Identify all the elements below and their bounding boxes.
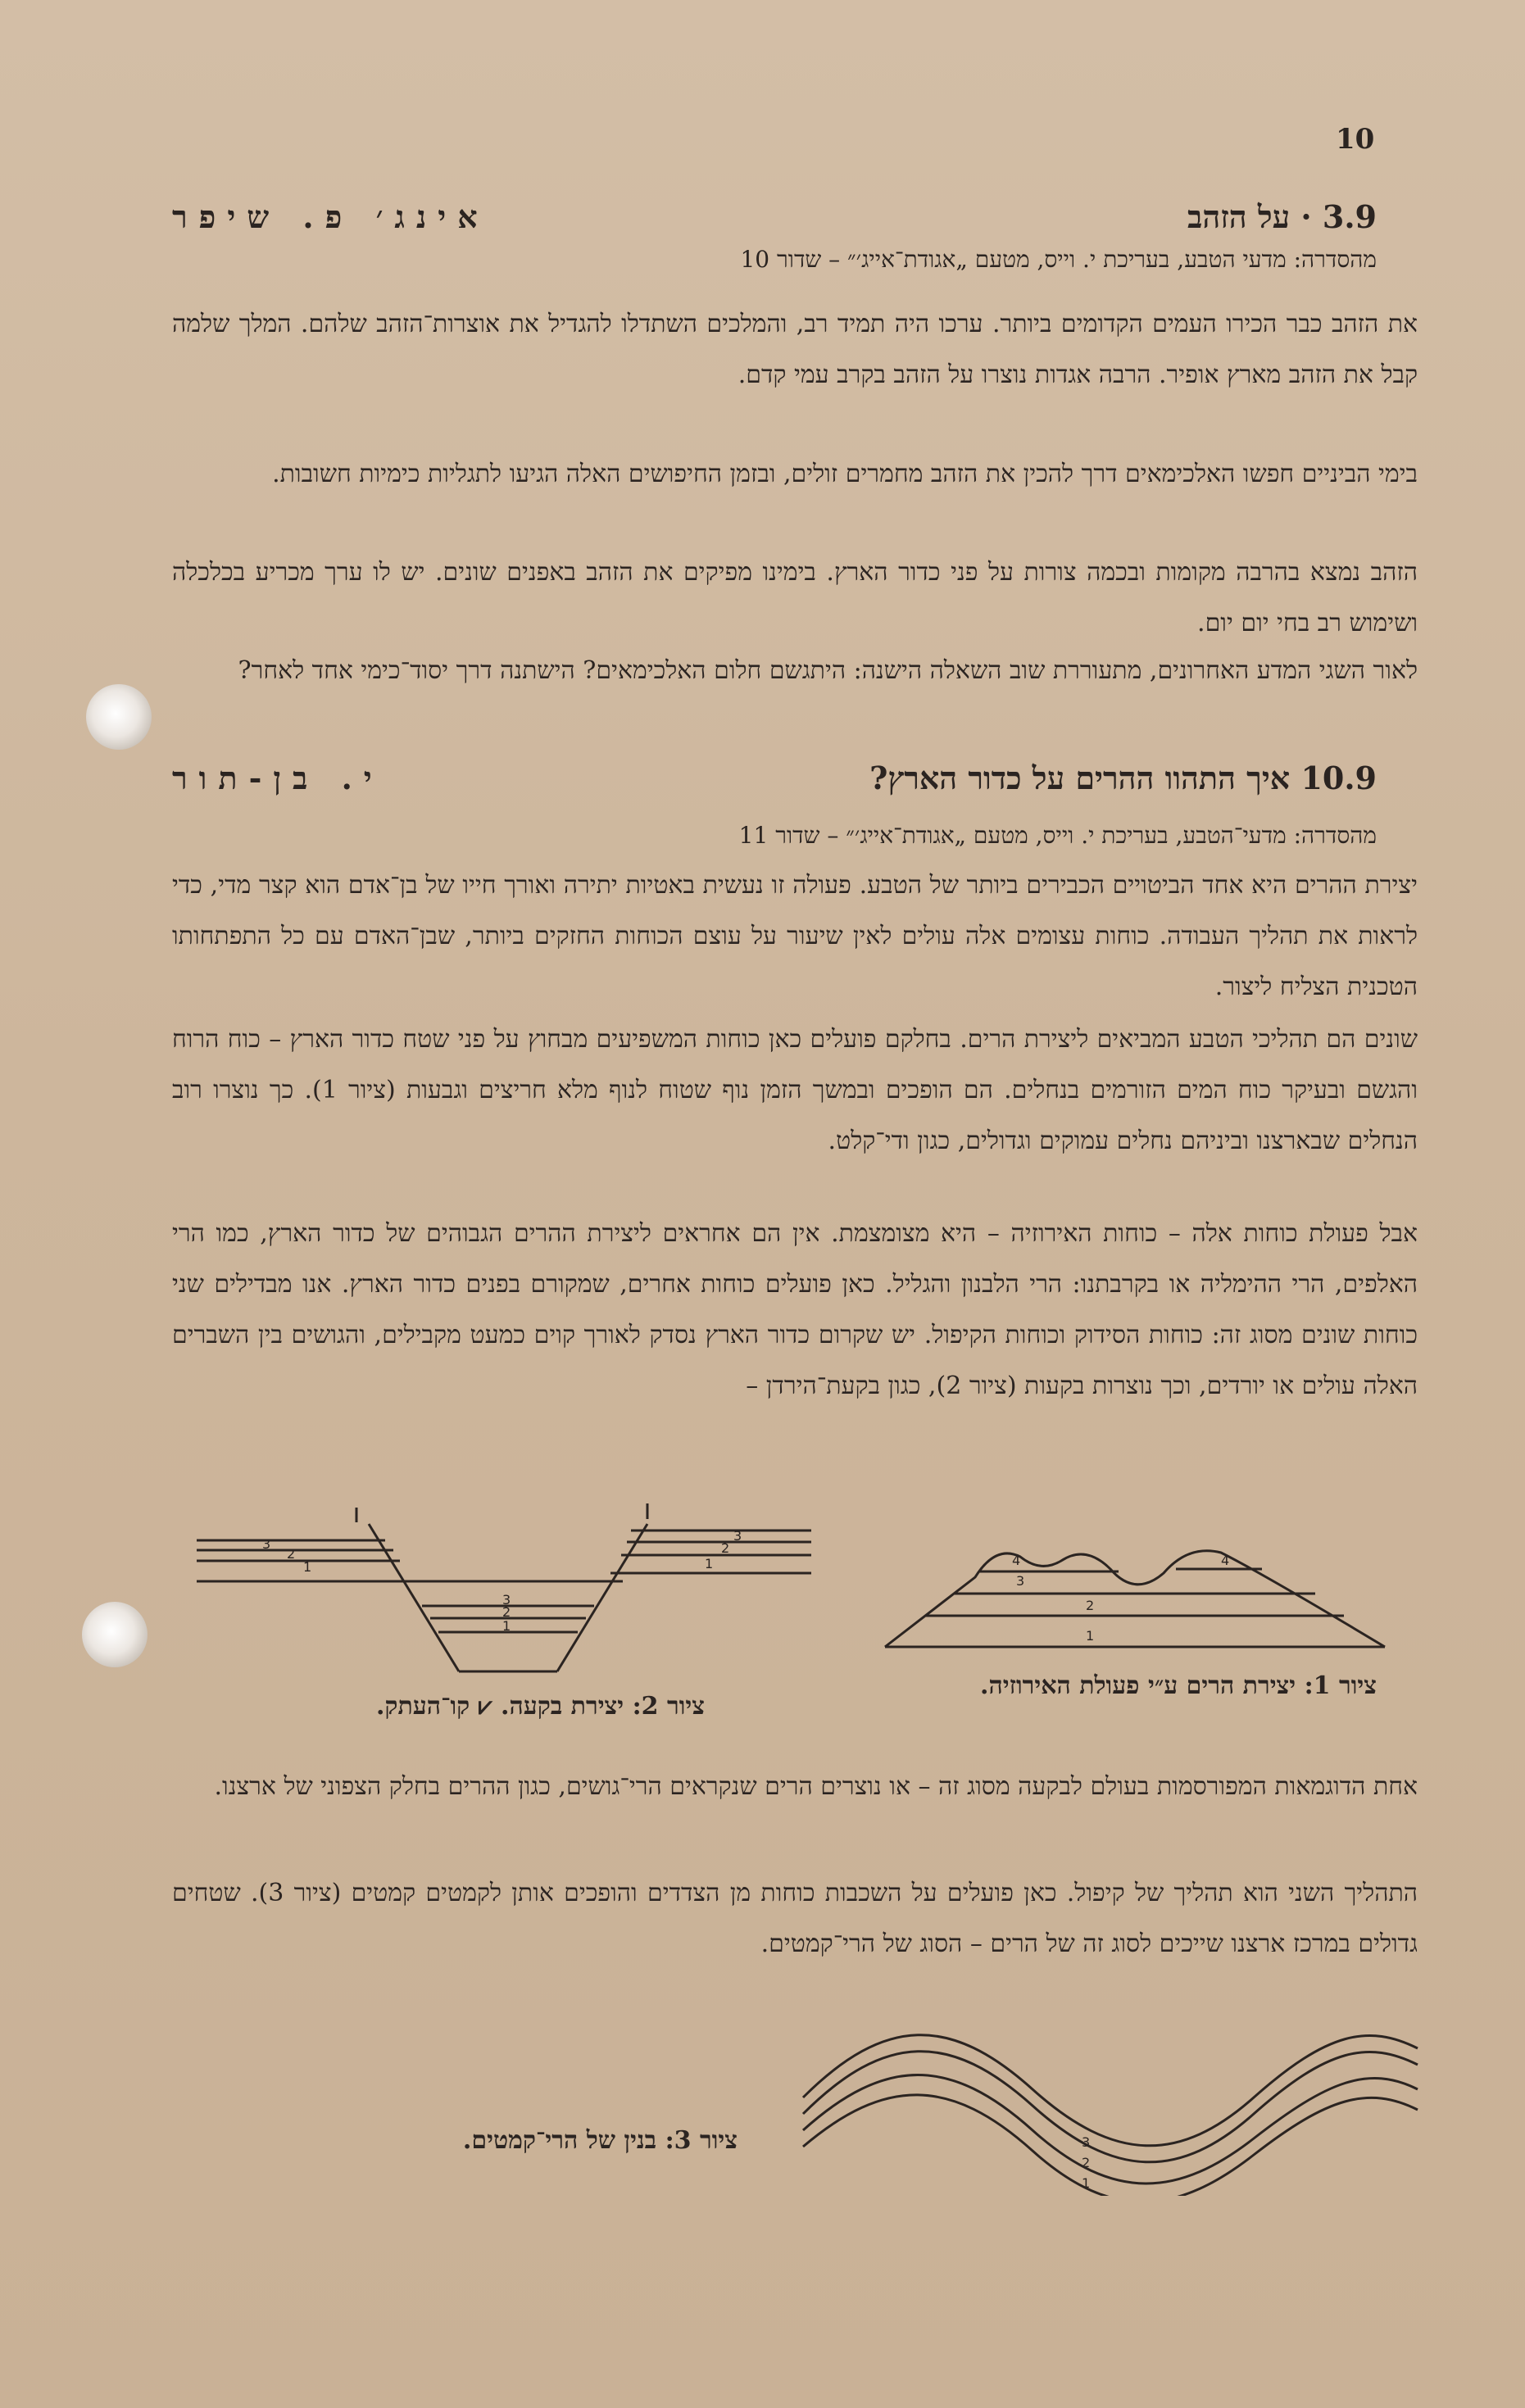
layer-label: 3 xyxy=(262,1536,271,1552)
section-heading-mountains xyxy=(172,754,1377,803)
figure-3-caption: ציור 3: בנין של הרי־קמטים. xyxy=(462,2126,738,2155)
layer-label: 2 xyxy=(287,1546,296,1562)
layer-label: 1 xyxy=(705,1556,714,1571)
section-title: איך התהוו ההרים על כדור הארץ? xyxy=(869,760,1291,796)
figure-2-caption: ציור 2: יצירת בקעה. ⩗ קו־העתק. xyxy=(375,1692,705,1721)
layer-label: 2 xyxy=(502,1604,511,1620)
paragraph: בימי הביניים חפשו האלכימאים דרך להכין את הזהב מחמרים זולים, ובזמן החיפושים האלה הגיעו לתגליות כימיות חשובות. xyxy=(272,460,1418,488)
layer-label: 1 xyxy=(1082,2175,1091,2191)
series-line: מהסדרה: מדעי־הטבע, בעריכת י. וייס, מטעם „אגודת־אייג׳״ – שדור 11 xyxy=(738,822,1377,849)
layer-label: 2 xyxy=(1086,1598,1095,1613)
page-number: 10 xyxy=(1336,123,1375,156)
layer-label: 4 xyxy=(1012,1553,1021,1568)
layer-label: 3 xyxy=(502,1592,511,1608)
section-title-line xyxy=(869,760,1377,797)
figure-rift-valley xyxy=(188,1491,828,1680)
figure-erosion-hills xyxy=(877,1524,1401,1671)
series-line: מהסדרה: מדעי הטבע, בעריכת י. וייס, מטעם „אגודת־אייג׳״ – שדור 10 xyxy=(740,246,1377,273)
paragraph: לאור השגי המדע האחרונים, מתעוררת שוב השאלה הישנה: היתגשם חלום האלכימאים? הישתנה דרך יסוד־כימי אחד לאחר? xyxy=(238,656,1418,685)
section-number: 3.9 xyxy=(1322,198,1377,235)
paragraph: הזהב נמצא בהרבה מקומות ובכמה צורות על פני כדור הארץ. בימינו מפיקים את הזהב באפנים שונים. יש לו ערך מכריע בכלכלה ושימוש רב בחי יום יום. xyxy=(172,558,1418,637)
layer-label: 2 xyxy=(1082,2155,1091,2170)
figure-folded-mountains xyxy=(795,2007,1426,2196)
punch-hole xyxy=(86,684,152,750)
figure-1-caption: ציור 1: יצירת הרים ע״י פעולת האירוזיה. xyxy=(980,1671,1377,1700)
layer-label: 1 xyxy=(502,1618,511,1634)
layer-label: 1 xyxy=(1086,1628,1095,1644)
paragraph: שונים הם תהליכי הטבע המביאים ליצירת הרים. בחלקם פועלים כאן כוחות המשפיעים מבחוץ על פני שטח כדור הארץ – כוח הרוח והגשם ובעיקר כוח המים הזורמים בנחלים. הם הופכים ובמשך הזמן נוף שטוח לנוף מלא חריצים וגבעות (ציור 1). כך נוצרו רוב הנחלים שבארצנו וביניהם נחלים עמוקים וגדולים, כגון ודי־קלט. xyxy=(172,1025,1418,1155)
paragraph: התהליך השני הוא תהליך של קיפול. כאן פועלים על השכבות כוחות מן הצדדים והופכים אותן לקמטים קמטים (ציור 3). שטחים גדולים במרכז ארצנו שייכים לסוג זה של הרים – הסוג של הרי־קמטים. xyxy=(172,1879,1418,1958)
paragraph: יצירת ההרים היא אחד הביטויים הכבירים ביותר של הטבע. פעולה זו נעשית באטיות יתירה ואורך חייו של בן־אדם הוא קצר מדי, כדי לראות את תהליך העבודה. כוחות עצומים אלה עולים לאין שיעור על עוצם הכוחות החזקים ביותר, שבן־האדם עם כל התפתחותו הטכנית הצליח ליצור. xyxy=(172,871,1418,1001)
layer-label: 2 xyxy=(721,1540,730,1556)
layer-label: 3 xyxy=(1082,2134,1091,2150)
section-heading-gold xyxy=(172,193,1377,242)
paragraph: את הזהב כבר הכירו העמים הקדומים ביותר. ערכו היה תמיד רב, והמלכים השתדלו להגדיל את אוצרות־הזהב שלהם. המלך שלמה קבל את הזהב מארץ אופיר. הרבה אגדות נוצרו על הזהב בקרב עמי קדם. xyxy=(172,310,1418,389)
layer-label: 4 xyxy=(1221,1553,1230,1568)
section-author: י. בן-תור xyxy=(172,760,384,796)
punch-hole xyxy=(82,1602,148,1667)
section-title: על הזהב xyxy=(1187,198,1291,235)
section-title-line: 3.9 · על הזהב xyxy=(1187,198,1377,235)
paragraph: אבל פעולת כוחות אלה – כוחות האירוזיה – היא מצומצמת. אין הם אחראים ליצירת ההרים הגבוהים של כדור הארץ, כמו הרי האלפים, הרי ההימליה או בקרבתנו: הרי הלבנון והגליל. כאן פועלים כוחות אחרים, שמקורם בפנים כדור הארץ. אנו מבדילים שני כוחות שונים מסוג זה: כוחות הסידוק וכוחות הקיפול. יש שקרום כדור הארץ נסדק לאורך קוים כמעט מקבילים, והגושים בין השברים האלה עולים או יורדים, וכך נוצרות בקעות (ציור 2), כגון בקעת־הירדן – xyxy=(172,1219,1418,1400)
layer-label: 1 xyxy=(303,1559,312,1575)
section-author: אינג׳ פ. שיפר xyxy=(172,198,489,235)
layer-label: 3 xyxy=(1016,1573,1025,1589)
section-number: 10.9 xyxy=(1300,760,1377,796)
layer-label: 3 xyxy=(733,1528,742,1544)
paragraph: אחת הדוגמאות המפורסמות בעולם לבקעה מסוג זה – או נוצרים הרים שנקראים הרי־גושים, כגון ההרים בחלק הצפוני של ארצנו. xyxy=(214,1772,1418,1801)
